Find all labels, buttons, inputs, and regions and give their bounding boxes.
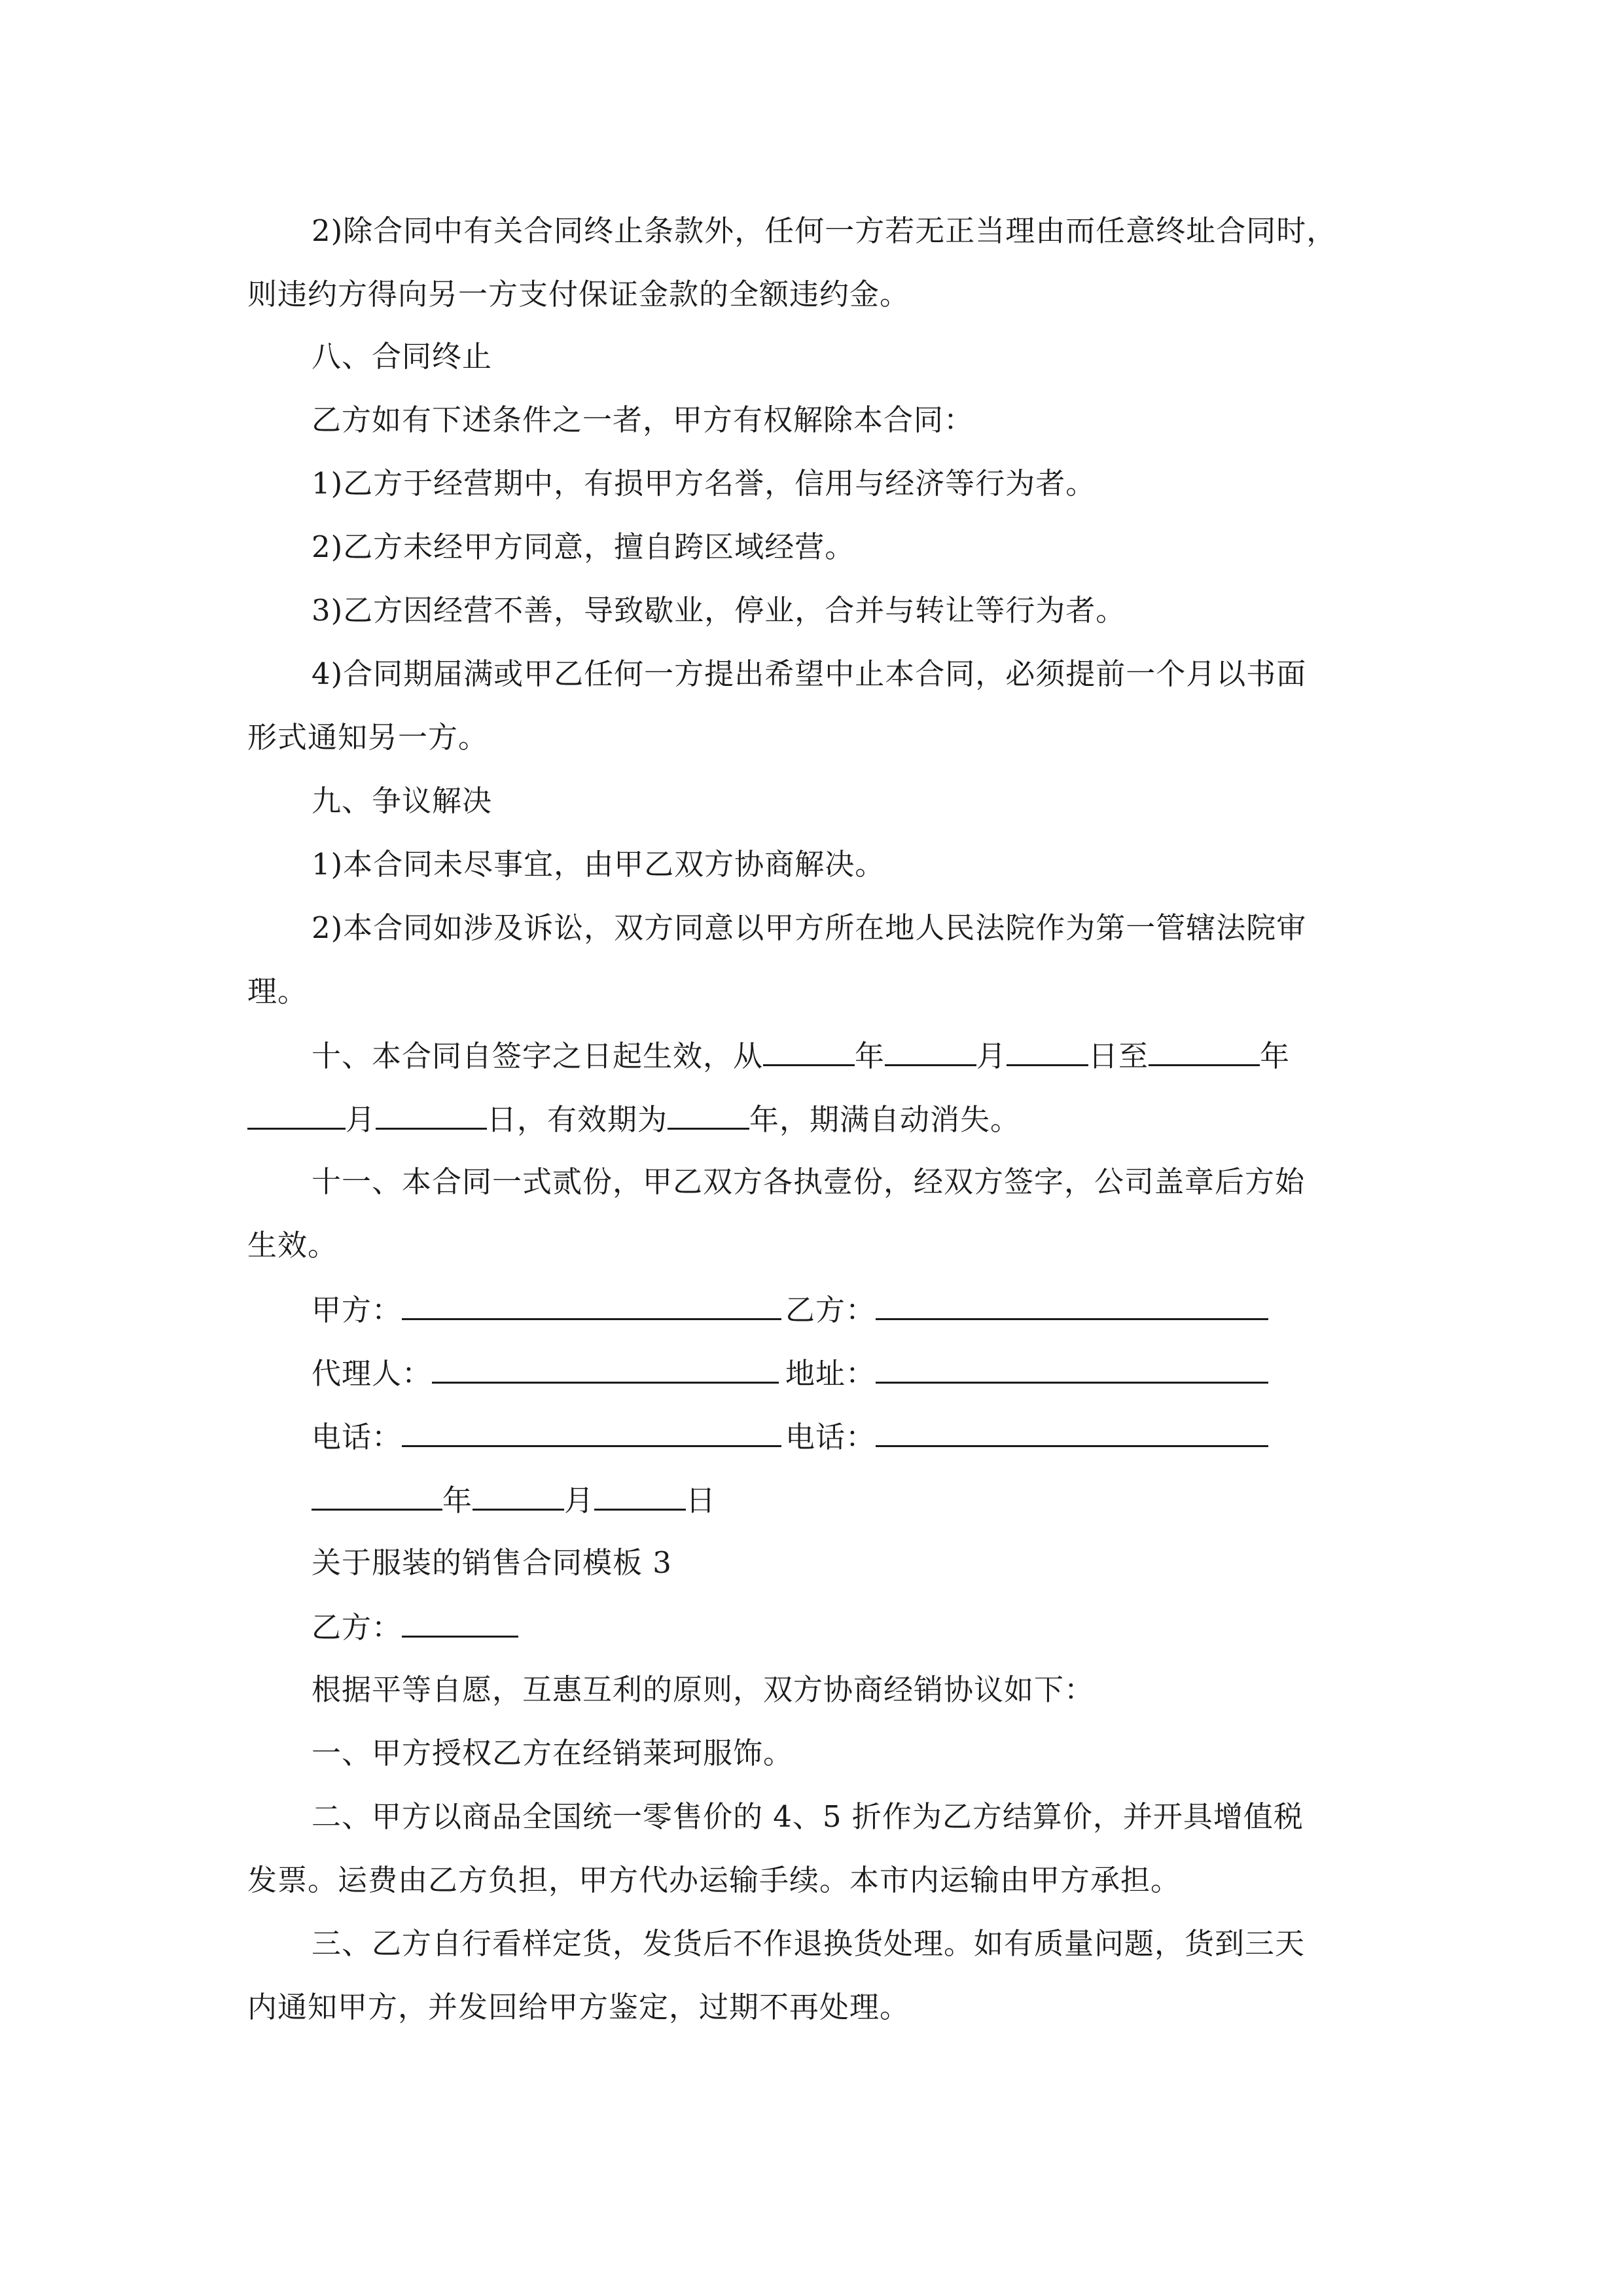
date-month-blank[interactable] xyxy=(473,1480,564,1511)
section-10-month-2: 月 xyxy=(346,1102,376,1137)
date-day-blank[interactable] xyxy=(594,1480,686,1511)
section-9-item-1: 1)本合同未尽事宜，由甲乙双方协商解决。 xyxy=(312,847,885,882)
signature-agent xyxy=(312,1353,779,1392)
date-month-label: 月 xyxy=(564,1483,595,1518)
template-3-intro: 根据平等自愿，互惠互利的原则，双方协商经销协议如下： xyxy=(312,1672,1095,1707)
section-10-month-1: 月 xyxy=(976,1039,1007,1073)
section-10-prefix: 十、本合同自签字之日起生效，从 xyxy=(312,1039,764,1073)
clause-7-2-line-1: 2)除合同中有关合同终止条款外，任何一方若无正当理由而任意终址合同时， xyxy=(312,213,1337,248)
template-3-party-b xyxy=(312,1607,518,1646)
signature-address xyxy=(785,1353,1268,1392)
blank-end-year[interactable] xyxy=(1149,1035,1260,1066)
template-3-item-2-line-1: 二、甲方以商品全国统一零售价的 4、5 折作为乙方结算价，并开具增值税 xyxy=(312,1799,1304,1834)
section-10-end: 年，期满自动消失。 xyxy=(749,1102,1021,1137)
blank-start-month[interactable] xyxy=(885,1035,976,1066)
clause-7-2-line-2: 则违约方得向另一方支付保证金款的全额违约金。 xyxy=(247,277,910,312)
section-10-line-2 xyxy=(247,1099,1020,1138)
signature-phone-b xyxy=(785,1416,1268,1456)
signature-party-b xyxy=(785,1289,1268,1329)
section-8-title: 八、合同终止 xyxy=(312,339,493,374)
section-8-item-4-line-1: 4)合同期届满或甲乙任何一方提出希望中止本合同，必须提前一个月以书面 xyxy=(312,656,1307,691)
phone-b-label: 电话： xyxy=(785,1420,876,1454)
section-8-item-4-line-2: 形式通知另一方。 xyxy=(247,720,489,755)
blank-end-day[interactable] xyxy=(376,1099,487,1130)
section-8-item-3: 3)乙方因经营不善，导致歇业，停业，合并与转让等行为者。 xyxy=(312,593,1126,628)
party-a-label: 甲方： xyxy=(312,1293,402,1327)
date-year-blank[interactable] xyxy=(312,1480,442,1511)
section-9-item-2-line-1: 2)本合同如涉及诉讼，双方同意以甲方所在地人民法院作为第一管辖法院审 xyxy=(312,910,1307,945)
party-b-blank[interactable] xyxy=(876,1289,1268,1320)
signature-date xyxy=(312,1480,716,1519)
date-year-label: 年 xyxy=(442,1483,473,1518)
address-label: 地址： xyxy=(785,1356,876,1391)
blank-valid-years[interactable] xyxy=(668,1099,749,1130)
section-8-item-1: 1)乙方于经营期中，有损甲方名誉，信用与经济等行为者。 xyxy=(312,466,1096,501)
section-9-item-2-line-2: 理。 xyxy=(247,974,308,1009)
party-a-blank[interactable] xyxy=(402,1289,781,1320)
section-8-item-2: 2)乙方未经甲方同意，擅自跨区域经营。 xyxy=(312,529,855,564)
template-3-item-3-line-2: 内通知甲方，并发回给甲方鉴定，过期不再处理。 xyxy=(247,1990,910,2024)
signature-phone-a xyxy=(312,1416,781,1456)
template-3-item-3-line-1: 三、乙方自行看样定货，发货后不作退换货处理。如有质量问题，货到三天 xyxy=(312,1926,1306,1961)
section-10-year-2: 年 xyxy=(1260,1039,1291,1073)
section-11-line-2: 生效。 xyxy=(247,1228,338,1263)
agent-blank[interactable] xyxy=(432,1353,779,1384)
agent-label: 代理人： xyxy=(312,1356,433,1391)
blank-start-day[interactable] xyxy=(1007,1035,1088,1066)
section-8-intro: 乙方如有下述条件之一者，甲方有权解除本合同： xyxy=(312,403,974,437)
template-3-party-b-blank[interactable] xyxy=(402,1607,518,1638)
section-10-day-1-to: 日至 xyxy=(1088,1039,1149,1073)
section-10-year-1: 年 xyxy=(855,1039,885,1073)
section-9-title: 九、争议解决 xyxy=(312,783,493,818)
template-3-item-1: 一、甲方授权乙方在经销莱珂服饰。 xyxy=(312,1736,794,1770)
section-10-line-1 xyxy=(312,1035,1290,1075)
template-3-party-b-label: 乙方： xyxy=(312,1610,402,1645)
phone-b-blank[interactable] xyxy=(876,1416,1268,1447)
phone-a-label: 电话： xyxy=(312,1420,402,1454)
section-10-day-2-valid: 日，有效期为 xyxy=(487,1102,668,1137)
phone-a-blank[interactable] xyxy=(402,1416,781,1447)
party-b-label: 乙方： xyxy=(785,1293,876,1327)
blank-end-month[interactable] xyxy=(247,1099,346,1130)
template-3-item-2-line-2: 发票。运费由乙方负担，甲方代办运输手续。本市内运输由甲方承担。 xyxy=(247,1863,1181,1897)
address-blank[interactable] xyxy=(876,1353,1268,1384)
date-day-label: 日 xyxy=(686,1483,717,1518)
template-3-title: 关于服装的销售合同模板 3 xyxy=(312,1545,672,1580)
signature-party-a xyxy=(312,1289,781,1329)
section-11-line-1: 十一、本合同一式贰份，甲乙双方各执壹份，经双方签字，公司盖章后方始 xyxy=(312,1164,1306,1199)
blank-start-year[interactable] xyxy=(763,1035,855,1066)
